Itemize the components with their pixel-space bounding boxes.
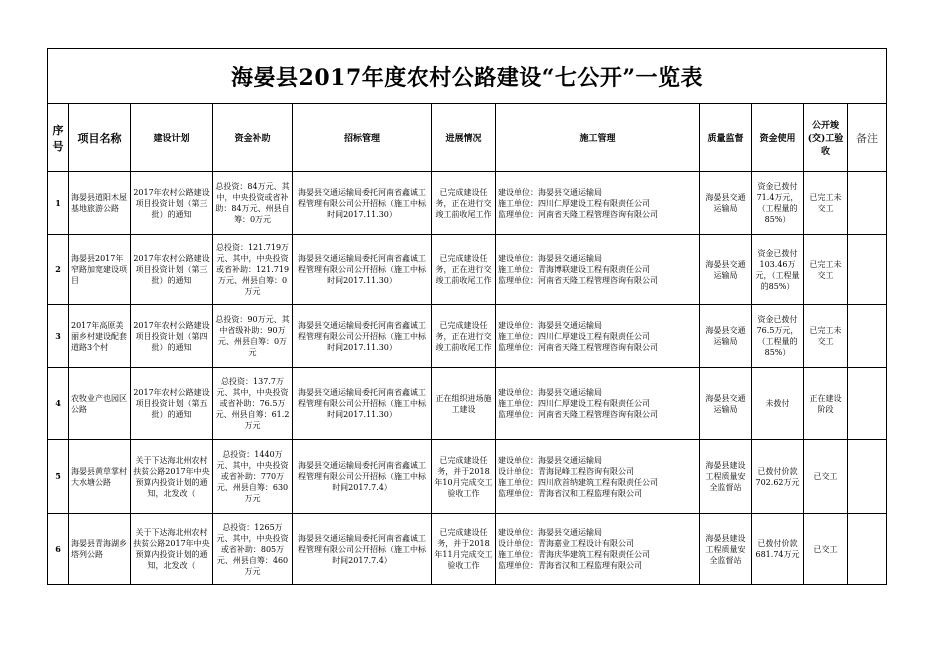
row-note [848,172,887,235]
row-funds: 总投资：1265万元、其中，中央投资或省补助：805万元、州县自筹：460万元 [213,514,293,585]
row-plan: 关于下达海北州农村扶贫公路2017年中央预算内投资计划的通知，北发改（ [131,514,213,585]
row-progress: 已完成建设任务，并于2018年10月完成交工验收工作 [432,440,496,514]
construction-line: 建设单位：海晏县交通运输局 [498,187,602,197]
row-plan: 关于下达海北州农村扶贫公路2017年中央预算内投资计划的通知，北发改（ [131,440,213,514]
header-plan: 建设计划 [131,104,213,172]
row-progress: 已完成建设任务，正在进行交竣工前收尾工作 [432,305,496,368]
row-construction [496,172,700,235]
header-funds: 资金补助 [213,104,293,172]
row-seq: 5 [48,440,69,514]
row-construction [496,368,700,440]
row-project-name: 海晏县道阳木屋基地旅游公路 [69,172,131,235]
row-construction [496,514,700,585]
row-project-name: 海晏县黄草掌村大水塘公路 [69,440,131,514]
row-progress: 已完成建设任务，正在进行交竣工前收尾工作 [432,172,496,235]
row-seq: 6 [48,514,69,585]
construction-line: 监理单位：河南省天隆工程管理咨询有限公司 [498,276,658,285]
row-funds: 总投资：137.7万元、其中，中央投资或省补助：76.5万元、州县自筹：61.2万元 [213,368,293,440]
row-usage: 资金已拨付103.46万元，（工程量的85%） [752,235,804,305]
row-acceptance: 已交工 [804,440,848,514]
construction-line: 施工单位：四川仁厚建设工程有限责任公司 [498,198,650,208]
row-funds: 总投资：121.719万元、其中，中央投资或省补助：121.719万元、州县自筹：0万元 [213,235,293,305]
page-title: 海晏县2017年度农村公路建设“七公开”一览表 [48,49,887,104]
table-row [48,368,887,440]
table-row [48,305,887,368]
construction-line: 施工单位：青海博联建设工程有限责任公司 [498,265,650,274]
construction-line: 施工单位：四川欣首纳建筑工程有限责任公司 [498,477,658,487]
row-tender: 海晏县交通运输局委托河南省鑫诚工程管理有限公司公开招标（施工中标时间2017.11.30） [293,172,432,235]
row-tender: 海晏县交通运输局委托河南省鑫诚工程管理有限公司公开招标（施工中标时间2017.11.30） [293,305,432,368]
header-note: 备注 [848,104,887,172]
header-tender: 招标管理 [293,104,432,172]
row-construction [496,305,700,368]
row-note [848,368,887,440]
header-progress: 进展情况 [432,104,496,172]
table-row [48,235,887,305]
construction-line: 施工单位：青海庆华建筑工程有限责任公司 [498,550,650,559]
row-note [848,305,887,368]
construction-line: 建设单位：海晏县交通运输局 [498,320,602,330]
row-quality: 海晏县交通运输局 [700,172,752,235]
row-acceptance: 已完工未交工 [804,235,848,305]
row-note [848,514,887,585]
row-progress: 正在组织进场施工建设 [432,368,496,440]
row-funds: 总投资：1440万元、其中，中央投资或省补助：770万元、州县自筹：630万元 [213,440,293,514]
construction-line: 监理单位：青海省汉和工程监理有限公司 [498,488,642,498]
construction-line: 监理单位：河南省天隆工程管理咨询有限公司 [498,342,658,352]
row-usage: 已拨付价款702.62万元 [752,440,804,514]
row-note [848,440,887,514]
row-plan: 2017年农村公路建设项目投资计划（第三批）的通知 [131,172,213,235]
row-quality: 海晏县交通运输局 [700,235,752,305]
row-plan: 2017年农村公路建设项目投资计划（第五批）的通知 [131,368,213,440]
row-usage: 已拨付价款681.74万元 [752,514,804,585]
row-construction [496,235,700,305]
project-table [47,48,887,585]
table-row [48,440,887,514]
construction-line: 设计单位：青海昆峰工程咨询有限公司 [498,466,634,476]
row-seq: 3 [48,305,69,368]
row-usage: 资金已拨付71.4万元，（工程量的85%） [752,172,804,235]
row-note [848,235,887,305]
row-project-name: 2017年高原美丽乡村建设配套道路3个村 [69,305,131,368]
table-body [48,172,887,585]
table-row [48,172,887,235]
row-usage: 未拨付 [752,368,804,440]
construction-line: 监理单位：青海省汉和工程监理有限公司 [498,561,642,570]
row-acceptance: 已完工未交工 [804,172,848,235]
row-tender: 海晏县交通运输局委托河南省鑫诚工程管理有限公司公开招标（施工中标时间2017.11.30） [293,235,432,305]
construction-line: 建设单位：海晏县交通运输局 [498,388,602,397]
row-quality: 海晏县交通运输局 [700,368,752,440]
row-quality: 海晏县建设工程质量安全监督站 [700,514,752,585]
header-construction: 施工管理 [496,104,700,172]
row-progress: 已完成建设任务，正在进行交竣工前收尾工作 [432,235,496,305]
header-row [48,104,887,172]
construction-line: 监理单位：河南省天隆工程管理咨询有限公司 [498,209,658,219]
header-acceptance: 公开竣(交)工验收 [804,104,848,172]
row-seq: 1 [48,172,69,235]
table-row [48,514,887,585]
row-usage: 资金已拨付76.5万元，（工程量的85%） [752,305,804,368]
row-construction [496,440,700,514]
row-plan: 2017年农村公路建设项目投资计划（第四批）的通知 [131,305,213,368]
construction-line: 建设单位：海晏县交通运输局 [498,528,602,537]
row-funds: 总投资：90万元、其中省级补助：90万元、州县自筹：0万元 [213,305,293,368]
row-project-name: 海晏县2017年窄路加宽建设项目 [69,235,131,305]
row-quality: 海晏县交通运输局 [700,305,752,368]
row-seq: 2 [48,235,69,305]
construction-line: 施工单位：四川仁厚建设工程有限责任公司 [498,399,650,408]
row-funds: 总投资：84万元、其中，中央投资或省补助：84万元、州县自筹：0万元 [213,172,293,235]
row-tender: 海晏县交通运输局委托河南省鑫诚工程管理有限公司公开招标（施工中标时间2017.11.30） [293,368,432,440]
row-progress: 已完成建设任务，并于2018年11月完成交工验收工作 [432,514,496,585]
row-project-name: 海晏县青海湖乡塔列公路 [69,514,131,585]
construction-line: 设计单位：青海嘉业工程设计有限公司 [498,539,634,548]
row-project-name: 农牧业产也园区公路 [69,368,131,440]
header-quality: 质量监督 [700,104,752,172]
construction-line: 监理单位：河南省天隆工程管理咨询有限公司 [498,410,658,419]
row-acceptance: 正在建设阶段 [804,368,848,440]
row-plan: 2017年农村公路建设项目投资计划（第三批）的通知 [131,235,213,305]
header-usage: 资金使用 [752,104,804,172]
row-tender: 海晏县交通运输局委托河南省鑫诚工程管理有限公司公开招标（施工中标时间2017.7.4） [293,514,432,585]
row-quality: 海晏县建设工程质量安全监督站 [700,440,752,514]
row-acceptance: 已交工 [804,514,848,585]
construction-line: 建设单位：海晏县交通运输局 [498,254,602,263]
row-acceptance: 已完工未交工 [804,305,848,368]
row-tender: 海晏县交通运输局委托河南省鑫诚工程管理有限公司公开招标（施工中标时间2017.7.4） [293,440,432,514]
header-name: 项目名称 [69,104,131,172]
construction-line: 施工单位：四川仁厚建设工程有限责任公司 [498,331,650,341]
row-seq: 4 [48,368,69,440]
header-seq: 序号 [48,104,69,172]
construction-line: 建设单位：海晏县交通运输局 [498,455,602,465]
